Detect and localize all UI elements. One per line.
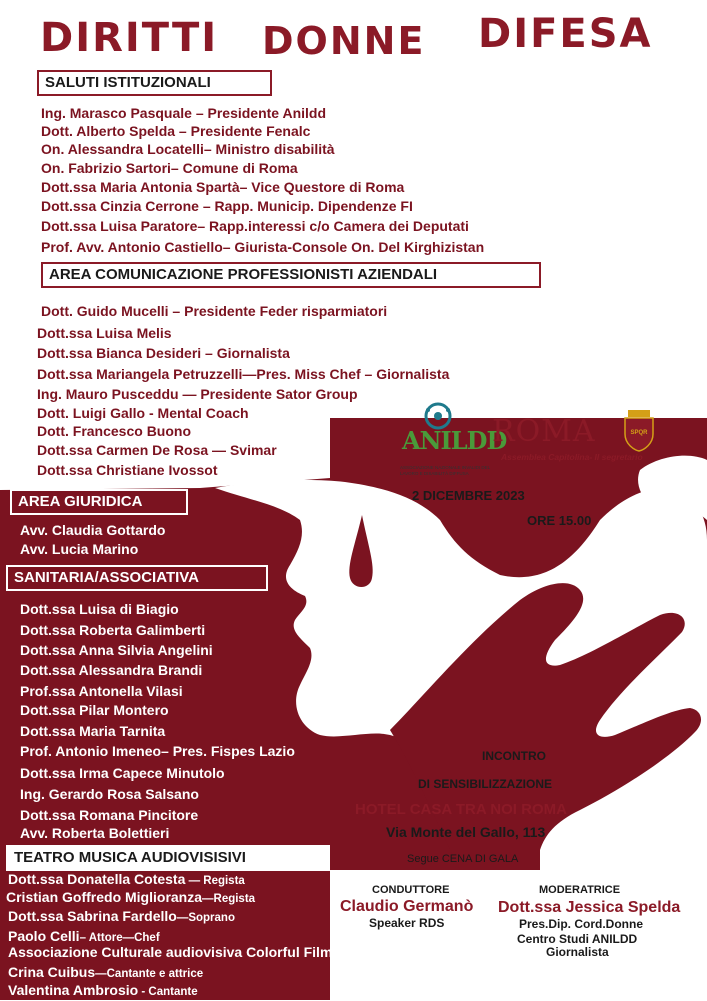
- comunicazione-item: Dott.ssa Bianca Desideri – Giornalista: [37, 345, 290, 361]
- sanitaria-item: Dott.ssa Alessandra Brandi: [20, 662, 203, 678]
- teatro-name: Cristian Goffredo Miglioranza: [6, 889, 203, 905]
- teatro-item: [8, 981, 198, 1001]
- giuridica-item: Avv. Lucia Marino: [20, 541, 139, 557]
- sanitaria-item: Dott.ssa Maria Tarnita: [20, 723, 166, 739]
- sanitaria-item: Avv. Roberta Bolettieri: [20, 825, 170, 841]
- anildd-letters: ANILDD: [402, 426, 507, 455]
- saluti-item: Dott. Alberto Spelda – Presidente Fenalc: [41, 123, 311, 139]
- teatro-item: [8, 907, 235, 927]
- teatro-name: Associazione Culturale audiovisiva Colorful Film: [8, 944, 333, 960]
- saluti-item: Dott.ssa Cinzia Cerrone – Rapp. Municip. Dipendenze FI: [41, 198, 413, 214]
- teatro-role: —Soprano: [176, 912, 235, 924]
- comunicazione-item: Dott. Francesco Buono: [37, 423, 192, 439]
- saluti-item: Prof. Avv. Antonio Castiello– Giurista-Console On. Del Kirghizistan: [41, 239, 485, 255]
- comunicazione-item: Dott.ssa Mariangela Petruzzelli—Pres. Miss Chef – Giornalista: [37, 366, 450, 382]
- section-heading-saluti: SALUTI ISTITUZIONALI: [37, 70, 272, 96]
- sanitaria-item: Ing. Gerardo Rosa Salsano: [20, 786, 199, 802]
- teatro-role: – Attore—Chef: [79, 932, 160, 944]
- moderatrice-role-1: Pres.Dip. Cord.Donne: [519, 917, 644, 931]
- moderatrice-role-2: Centro Studi ANILDD: [517, 932, 638, 946]
- moderatrice-name: Dott.ssa Jessica Spelda: [498, 899, 681, 916]
- anildd-caption-1: ASSOCIAZIONE NAZIONALE INVALIDI DEL: [400, 465, 491, 470]
- teatro-item: [6, 888, 255, 908]
- teatro-name: Valentina Ambrosio: [8, 982, 139, 998]
- teatro-name: Paolo Celli: [8, 928, 80, 944]
- teatro-name: Crina Cuibus: [8, 964, 96, 980]
- event-time: ORE 15.00: [527, 513, 592, 528]
- roma-logo-text: ROMA: [492, 414, 596, 449]
- saluti-item: On. Alessandra Locatelli– Ministro disabilità: [41, 141, 335, 157]
- conduttore-role: Speaker RDS: [369, 916, 445, 930]
- section-heading-comunicazione: AREA COMUNICAZIONE PROFESSIONISTI AZIENDALI: [41, 262, 541, 288]
- sanitaria-item: Prof. Antonio Imeneo– Pres. Fispes Lazio: [20, 743, 295, 759]
- comunicazione-item: Dott. Guido Mucelli – Presidente Feder risparmiatori: [41, 303, 388, 319]
- title-word-diritti: DIRITTI: [40, 15, 219, 61]
- event-dinner: Segue CENA DI GALA: [407, 853, 519, 865]
- conduttore-label: CONDUTTORE: [372, 884, 450, 896]
- teatro-role: — Regista: [185, 875, 245, 887]
- conduttore-name: Claudio Germanò: [340, 898, 474, 915]
- saluti-item: Dott.ssa Luisa Paratore– Rapp.interessi c/o Camera dei Deputati: [41, 218, 469, 234]
- moderatrice-role-3: Giornalista: [546, 945, 609, 959]
- event-date: 2 DICEMBRE 2023: [412, 488, 525, 503]
- teatro-role: —Cantante e attrice: [95, 968, 204, 980]
- crest-text: SPQR: [630, 430, 648, 436]
- sanitaria-item: Dott.ssa Pilar Montero: [20, 702, 169, 718]
- saluti-item: Dott.ssa Maria Antonia Spartà– Vice Questore di Roma: [41, 179, 405, 195]
- teatro-item: [8, 963, 203, 983]
- teatro-role: —Regista: [202, 893, 256, 905]
- sanitaria-item: Dott.ssa Romana Pincitore: [20, 807, 199, 823]
- section-heading-teatro: TEATRO MUSICA AUDIOVISISIVI: [6, 845, 330, 871]
- event-address: Via Monte del Gallo, 113: [386, 824, 546, 840]
- event-venue: HOTEL CASA TRA NOI ROMA: [355, 801, 567, 818]
- giuridica-item: Avv. Claudia Gottardo: [20, 522, 166, 538]
- sanitaria-item: Dott.ssa Roberta Galimberti: [20, 622, 206, 638]
- sanitaria-item: Prof.ssa Antonella Vilasi: [20, 683, 183, 699]
- comunicazione-item: Ing. Mauro Pusceddu — Presidente Sator Group: [37, 386, 358, 402]
- title-word-difesa: DIFESA: [478, 11, 653, 57]
- comunicazione-item: Dott. Luigi Gallo - Mental Coach: [37, 405, 249, 421]
- roma-subtitle: Assemblea Capitolina- Il segretario: [501, 452, 643, 462]
- teatro-item: [8, 870, 245, 890]
- teatro-role: - Cantante: [138, 986, 198, 998]
- title-word-donne: DONNE: [262, 19, 426, 63]
- comunicazione-item: Dott.ssa Luisa Melis: [37, 325, 172, 341]
- comunicazione-item: Dott.ssa Carmen De Rosa — Svimar: [37, 442, 277, 458]
- sanitaria-item: Dott.ssa Luisa di Biagio: [20, 601, 179, 617]
- section-heading-giuridica: AREA GIURIDICA: [10, 489, 188, 515]
- event-incontro: INCONTRO: [482, 749, 546, 763]
- roma-crest-icon: [622, 410, 656, 452]
- saluti-item: Ing. Marasco Pasquale – Presidente Anildd: [41, 105, 327, 121]
- anildd-logo: [400, 400, 507, 482]
- teatro-item: [8, 943, 332, 963]
- section-heading-sanitaria: SANITARIA/ASSOCIATIVA: [6, 565, 268, 591]
- saluti-item: On. Fabrizio Sartori– Comune di Roma: [41, 160, 298, 176]
- comunicazione-item: Dott.ssa Christiane Ivossot: [37, 462, 218, 478]
- teatro-name: Dott.ssa Donatella Cotesta: [8, 871, 186, 887]
- sanitaria-item: Dott.ssa Anna Silvia Angelini: [20, 642, 213, 658]
- teatro-name: Dott.ssa Sabrina Fardello: [8, 908, 177, 924]
- anildd-caption-2: LAVORO E DISABILITÀ DIFFUSA: [400, 471, 469, 476]
- sanitaria-item: Dott.ssa Irma Capece Minutolo: [20, 765, 225, 781]
- event-sensibilizzazione: DI SENSIBILIZZAZIONE: [418, 777, 553, 791]
- moderatrice-label: MODERATRICE: [539, 884, 621, 896]
